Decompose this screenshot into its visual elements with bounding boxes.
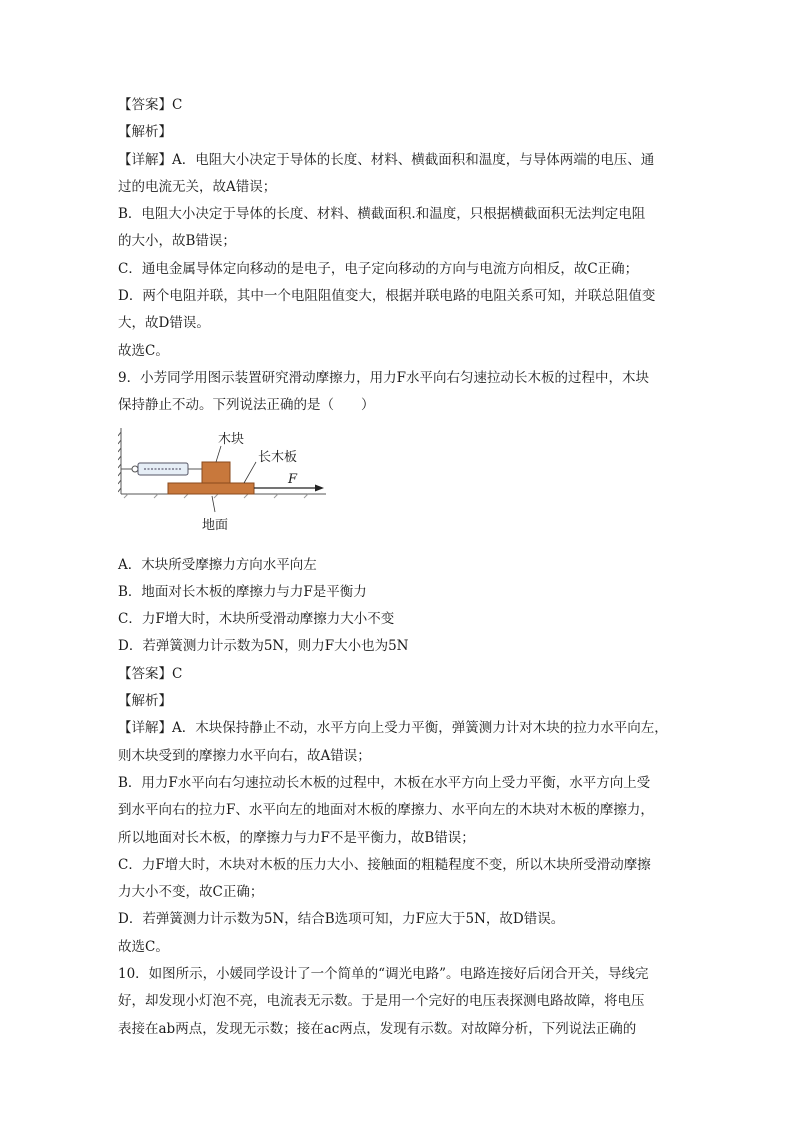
spring-scale: [121, 463, 202, 475]
q9-analysis-line: 【详解】A．木块保持静止不动，水平方向上受力平衡，弹簧测力计对木块的拉力水平向左，: [118, 720, 668, 737]
board-leader-line: [244, 462, 256, 483]
q10-stem-line: 表接在ab两点，发现无示数；接在ac两点，发现有示数。对故障分析，下列说法正确的: [118, 1020, 637, 1037]
label-force: F: [288, 471, 298, 487]
q8-analysis-line: B．电阻大小决定于导体的长度、材料、横截面积.和温度，只根据横截面积无法判定电阻: [118, 206, 646, 223]
q9-stem-line: 保持静止不动。下列说法正确的是（ ）: [118, 397, 375, 414]
q9-analysis-line: 力大小不变，故C正确；: [118, 884, 264, 901]
q9-analysis-line: 到水平向右的拉力F、水平向左的地面对木板的摩擦力、水平向左的木块对木板的摩擦力，: [118, 802, 654, 819]
friction-apparatus-figure: [118, 424, 338, 546]
q9-option-c: C．力F增大时，木块所受滑动摩擦力大小不变: [118, 611, 395, 628]
wood-block: [202, 462, 230, 483]
ground-hatching: [124, 494, 308, 498]
q10-stem-line: 好，却发现小灯泡不亮，电流表无示数。于是用一个完好的电压表探测电路故障，将电压: [118, 993, 645, 1010]
block-leader-line: [216, 446, 221, 462]
label-board: 长木板: [258, 449, 298, 465]
q9-analysis-line: C．力F增大时，木块对木板的压力大小、接触面的粗糙程度不变，所以木块所受滑动摩擦: [118, 856, 651, 873]
q8-answer: 【答案】C: [118, 97, 183, 113]
q8-analysis-line: 过的电流无关，故A错误；: [118, 178, 277, 195]
q10-stem-line: 10．如图所示，小媛同学设计了一个简单的“调光电路”。电路连接好后闭合开关，导线完: [118, 966, 649, 983]
q9-analysis-line: B．用力F水平向右匀速拉动长木板的过程中，木板在水平方向上受力平衡，水平方向上受: [118, 774, 651, 791]
q9-answer: 【答案】C: [118, 665, 183, 682]
q9-analysis-line: D．若弹簧测力计示数为5N，结合B选项可知，力F应大于5N，故D错误。: [118, 911, 565, 928]
long-board: [168, 483, 254, 494]
q8-analysis-line: D．两个电阻并联，其中一个电阻阻值变大，根据并联电路的电阻关系可知，并联总阻值变: [118, 288, 656, 305]
q9-analysis-line: 则木块受到的摩擦力水平向右，故A错误；: [118, 747, 371, 764]
force-arrowhead: [315, 484, 324, 491]
q8-analysis-line: 故选C。: [118, 342, 169, 359]
label-ground: 地面: [202, 517, 229, 533]
q9-option-d: D．若弹簧测力计示数为5N，则力F大小也为5N: [118, 638, 409, 655]
q8-analysis-line: 的大小，故B错误；: [118, 233, 236, 250]
q8-analysis-heading: 【解析】: [118, 124, 172, 141]
q9-stem-line: 9．小芳同学用图示装置研究滑动摩擦力，用力F水平向右匀速拉动长木板的过程中，木块: [118, 369, 649, 386]
q8-analysis-line: C．通电金属导体定向移动的是电子，电子定向移动的方向与电流方向相反，故C正确；: [118, 260, 639, 277]
ground-leader-line: [212, 496, 215, 512]
q8-analysis-line: 大，故D错误。: [118, 315, 210, 332]
q9-analysis-line: 所以地面对长木板，的摩擦力与力F不是平衡力，故B错误；: [118, 829, 475, 846]
q9-option-a: A．木块所受摩擦力方向水平向左: [118, 556, 317, 573]
wall-hatching: [118, 428, 121, 494]
label-block: 木块: [218, 431, 245, 447]
document-page: [118, 92, 688, 1043]
q9-analysis-line: 故选C。: [118, 938, 169, 955]
q9-analysis-heading: 【解析】: [118, 693, 172, 710]
q8-analysis-line: 【详解】A．电阻大小决定于导体的长度、材料、横截面积和温度，与导体两端的电压、通: [118, 151, 655, 168]
q9-option-b: B．地面对长木板的摩擦力与力F是平衡力: [118, 583, 367, 600]
